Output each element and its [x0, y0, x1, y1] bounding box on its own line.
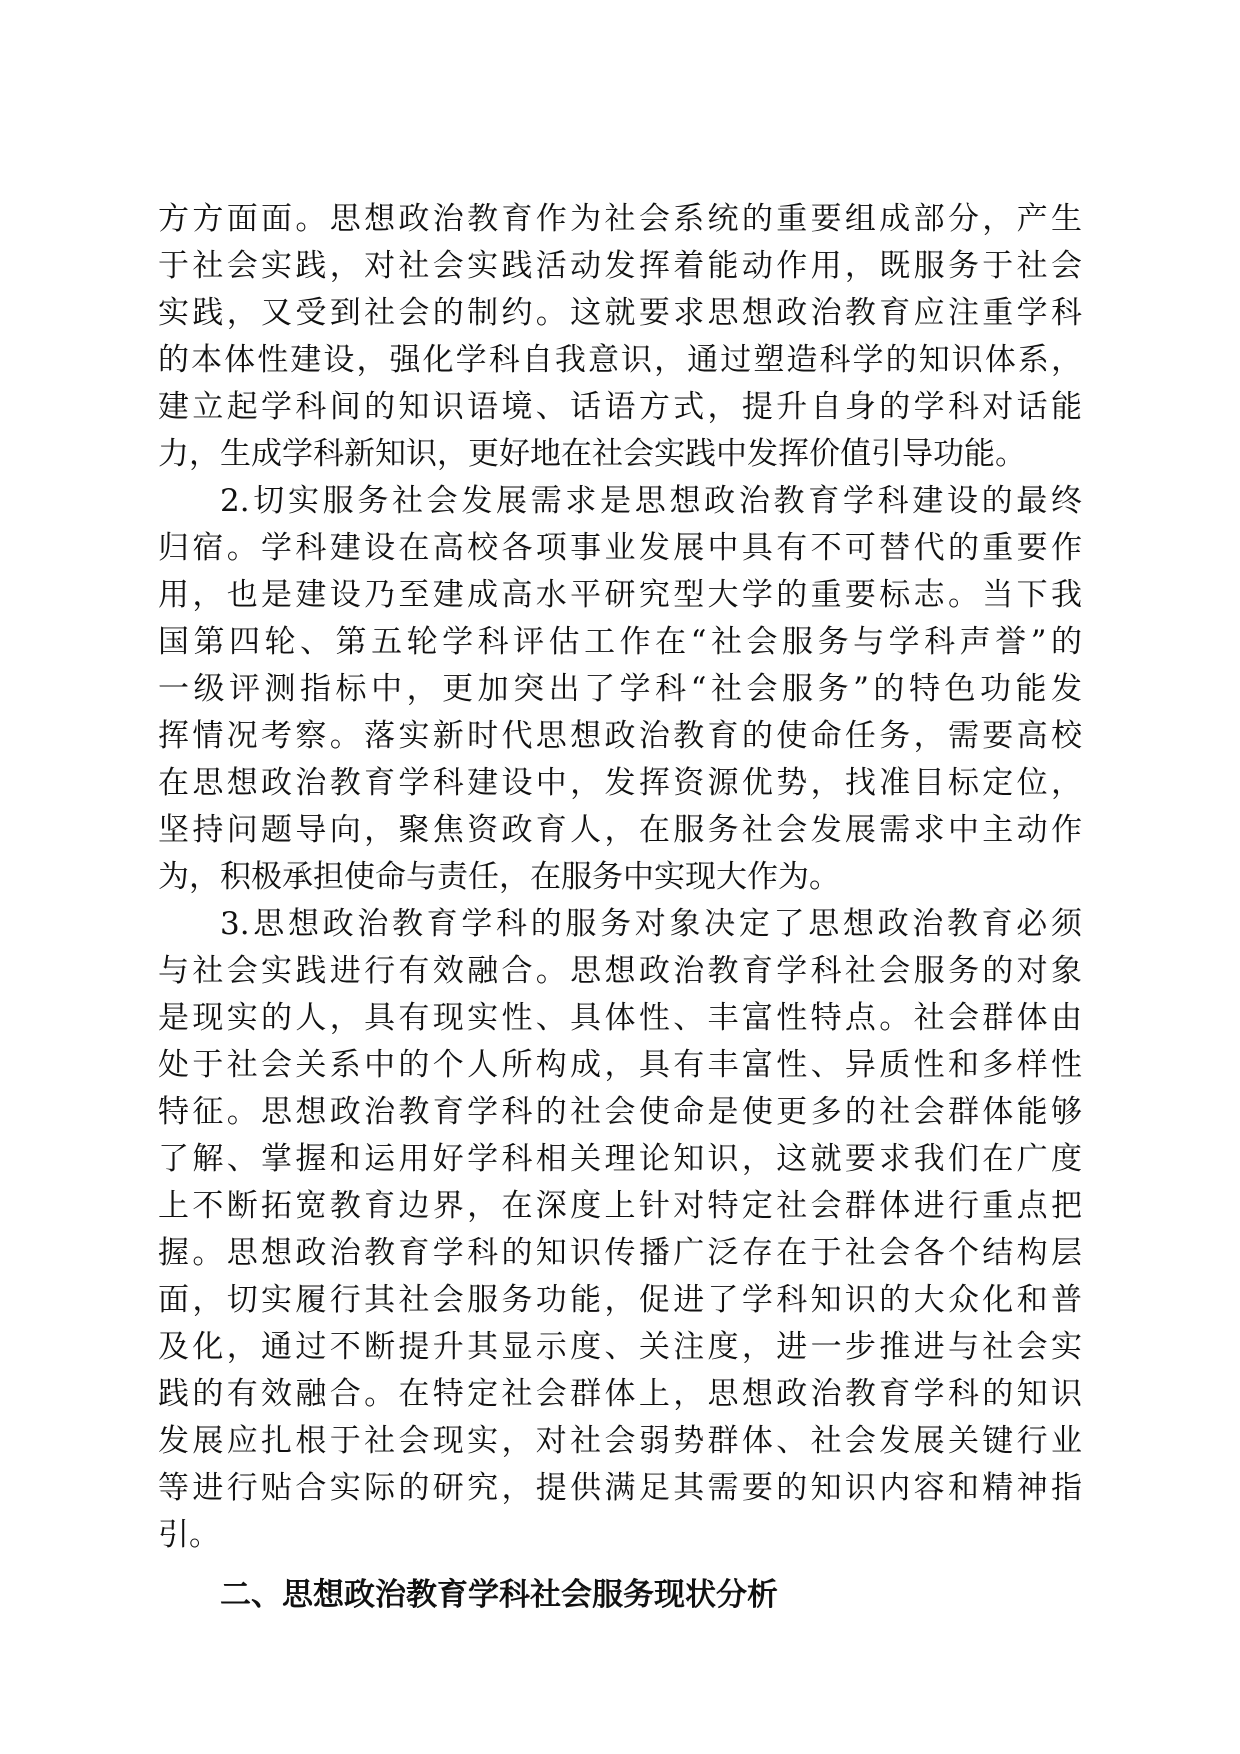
text-line: 上不断拓宽教育边界，在深度上针对特定社会群体进行重点把	[158, 1188, 1082, 1224]
text-line: 2.切实服务社会发展需求是思想政治教育学科建设的最终	[220, 483, 1082, 519]
text-line: 等进行贴合实际的研究，提供满足其需要的知识内容和精神指	[158, 1470, 1082, 1506]
text-line: 方方面面。思想政治教育作为社会系统的重要组成部分，产生	[158, 201, 1082, 237]
text-line: 了解、掌握和运用好学科相关理论知识，这就要求我们在广度	[158, 1141, 1082, 1177]
text-line: 及化，通过不断提升其显示度、关注度，进一步推进与社会实	[158, 1329, 1082, 1365]
document-page	[158, 196, 1082, 1625]
text-line: 用，也是建设乃至建成高水平研究型大学的重要标志。当下我	[158, 577, 1082, 613]
section-heading: 二、思想政治教育学科社会服务现状分析	[220, 1577, 778, 1613]
text-line: 挥情况考察。落实新时代思想政治教育的使命任务，需要高校	[158, 718, 1082, 754]
text-line: 归宿。学科建设在高校各项事业发展中具有不可替代的重要作	[158, 530, 1082, 566]
text-line: 坚持问题导向，聚焦资政育人，在服务社会发展需求中主动作	[158, 812, 1082, 848]
text-line: 与社会实践进行有效融合。思想政治教育学科社会服务的对象	[158, 953, 1082, 989]
text-line: 力，生成学科新知识，更好地在社会实践中发挥价值引导功能。	[158, 436, 1026, 472]
text-line: 是现实的人，具有现实性、具体性、丰富性特点。社会群体由	[158, 1000, 1082, 1036]
text-line: 为，积极承担使命与责任，在服务中实现大作为。	[158, 859, 840, 895]
text-line: 引。	[158, 1517, 220, 1553]
paragraph-2	[158, 478, 1082, 901]
text-line: 处于社会关系中的个人所构成，具有丰富性、异质性和多样性	[158, 1047, 1082, 1083]
paragraph-3	[158, 901, 1082, 1559]
text-line: 特征。思想政治教育学科的社会使命是使更多的社会群体能够	[158, 1094, 1082, 1130]
text-line: 一级评测指标中，更加突出了学科“社会服务”的特色功能发	[158, 671, 1082, 707]
text-line: 国第四轮、第五轮学科评估工作在“社会服务与学科声誉”的	[158, 624, 1082, 660]
text-line: 3.思想政治教育学科的服务对象决定了思想政治教育必须	[220, 906, 1082, 942]
text-line: 握。思想政治教育学科的知识传播广泛存在于社会各个结构层	[158, 1235, 1082, 1271]
text-line: 于社会实践，对社会实践活动发挥着能动作用，既服务于社会	[158, 248, 1082, 284]
text-line: 发展应扎根于社会现实，对社会弱势群体、社会发展关键行业	[158, 1423, 1082, 1459]
text-line: 面，切实履行其社会服务功能，促进了学科知识的大众化和普	[158, 1282, 1082, 1318]
text-line: 践的有效融合。在特定社会群体上，思想政治教育学科的知识	[158, 1376, 1082, 1412]
text-line: 在思想政治教育学科建设中，发挥资源优势，找准目标定位，	[158, 765, 1082, 801]
text-line: 的本体性建设，强化学科自我意识，通过塑造科学的知识体系，	[158, 342, 1082, 378]
text-line: 建立起学科间的知识语境、话语方式，提升自身的学科对话能	[158, 389, 1082, 425]
paragraph-1	[158, 196, 1082, 478]
text-line: 实践，又受到社会的制约。这就要求思想政治教育应注重学科	[158, 295, 1082, 331]
